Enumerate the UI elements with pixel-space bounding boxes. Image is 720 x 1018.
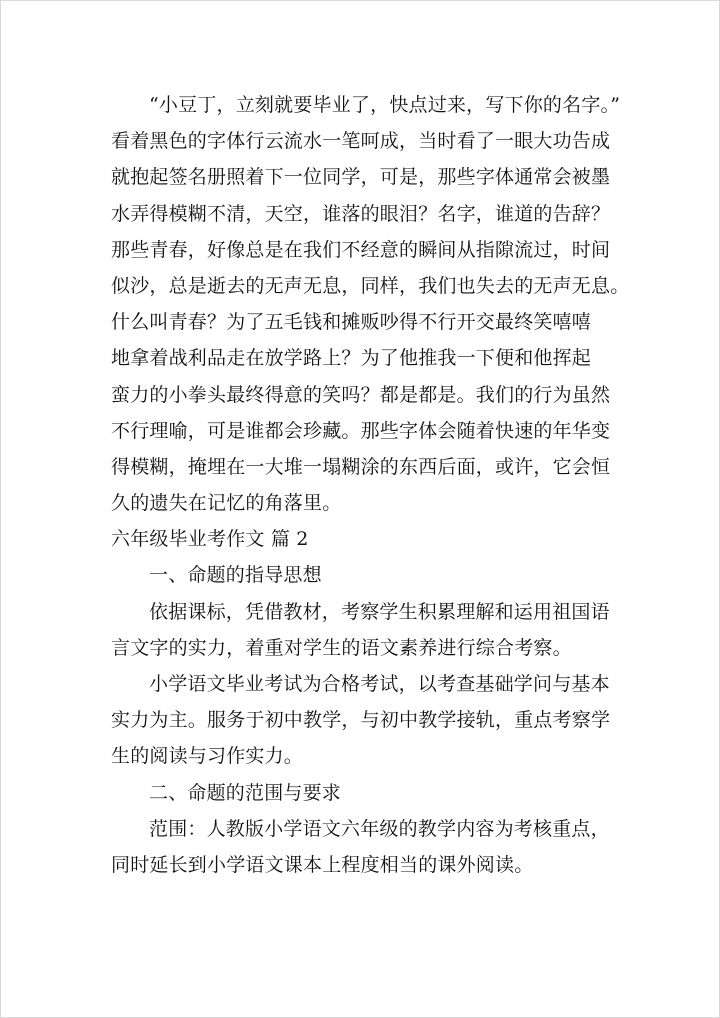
paragraph-line: 言文字的实力，着重对学生的语文素养进行综合考察。 <box>111 636 572 659</box>
paragraph-line: 那些青春，好像总是在我们不经意的瞬间从指隙流过，时间 <box>111 238 611 261</box>
subsection-heading: 一、命题的指导思想 <box>149 564 322 587</box>
paragraph-line: 水弄得模糊不清，天空，谁落的眼泪？名字，谁道的告辞？ <box>111 202 611 225</box>
paragraph-line: 依据课标，凭借教材，考察学生积累理解和运用祖国语 <box>149 600 610 623</box>
paragraph-line: 似沙，总是逝去的无声无息，同样，我们也失去的无声无息。 <box>111 274 630 297</box>
paragraph-line: 不行理喻，可是谁都会珍藏。那些字体会随着快速的年华变 <box>111 419 611 442</box>
paragraph-line: 就抱起签名册照着下一位同学，可是，那些字体通常会被墨 <box>111 166 611 189</box>
paragraph-line: 什么叫青春？为了五毛钱和摊贩吵得不行开交最终笑嘻嘻 <box>111 311 592 334</box>
paragraph-line: 实力为主。服务于初中教学，与初中教学接轨，重点考察学 <box>111 709 611 732</box>
paragraph-line: 得模糊，掩埋在一大堆一塌糊涂的东西后面，或许，它会恒 <box>111 455 611 478</box>
paragraph-line: 地拿着战利品走在放学路上？为了他推我一下便和他挥起 <box>111 347 592 370</box>
subsection-heading: 二、命题的范围与要求 <box>149 781 342 804</box>
paragraph-line: 看着黑色的字体行云流水一笔呵成，当时看了一眼大功告成 <box>111 130 611 153</box>
paragraph-line: 范围：人教版小学语文六年级的教学内容为考核重点， <box>149 817 610 840</box>
paragraph-line: 生的阅读与习作实力。 <box>111 745 304 768</box>
paragraph-line: 久的遗失在记忆的角落里。 <box>111 492 342 515</box>
paragraph-line: 同时延长到小学语文课本上程度相当的课外阅读。 <box>111 853 534 876</box>
paragraph-line: 小学语文毕业考试为合格考试，以考查基础学问与基本 <box>149 673 610 695</box>
paragraph-line: 蛮力的小拳头最终得意的笑吗？都是都是。我们的行为虽然 <box>111 383 611 406</box>
paragraph-line: “小豆丁，立刻就要毕业了，快点过来，写下你的名字。” <box>149 94 621 116</box>
document-body <box>111 87 631 883</box>
section-heading: 六年级毕业考作文 篇 2 <box>111 528 309 551</box>
